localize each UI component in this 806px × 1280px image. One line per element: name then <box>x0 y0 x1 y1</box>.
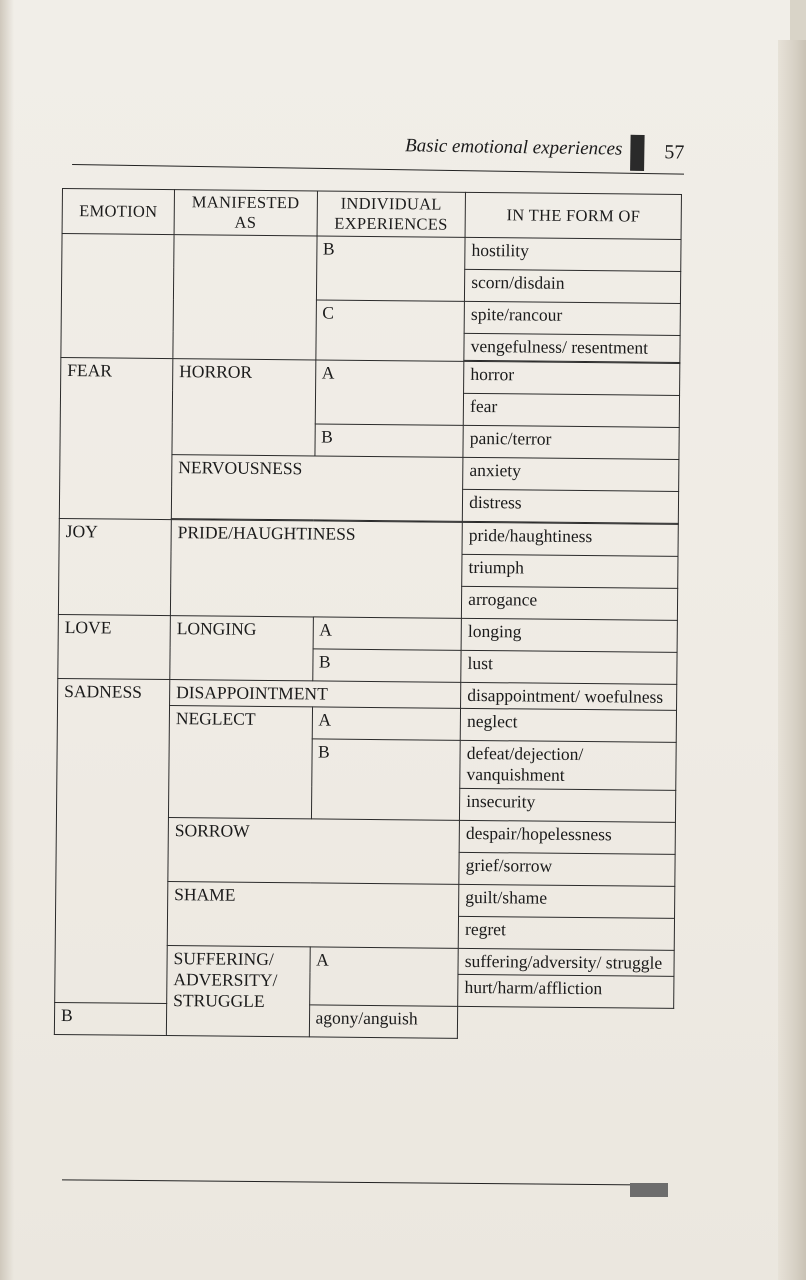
form-cell: pride/haughtiness <box>462 522 678 556</box>
form-cell: guilt/shame <box>459 884 675 918</box>
thumb-index-mark <box>630 135 645 171</box>
emotion-cell: JOY <box>58 518 171 615</box>
manifested-cell: NEGLECT <box>168 705 312 818</box>
form-cell: hurt/harm/affliction <box>458 974 674 1008</box>
form-cell: agony/anguish <box>309 1005 458 1038</box>
experience-cell: A <box>309 947 458 1007</box>
table-row <box>59 518 678 556</box>
experience-cell: B <box>312 649 461 682</box>
form-cell: disappointment/ woefulness <box>461 682 677 710</box>
header-in-the-form-of: IN THE FORM OF <box>465 192 681 239</box>
form-cell: scorn/disdain <box>465 270 681 304</box>
form-cell: hostility <box>465 238 681 272</box>
experience-cell: B <box>54 1002 166 1035</box>
form-cell: vengefulness/ resentment <box>464 334 680 362</box>
experience-cell: A <box>313 617 462 650</box>
table-header-row <box>62 189 681 240</box>
header-individual-experiences: INDIVIDUAL EXPERIENCES <box>317 191 466 238</box>
page-number: 57 <box>664 141 685 164</box>
form-cell: anxiety <box>463 457 679 491</box>
experience-cell: C <box>315 300 464 361</box>
table-row <box>54 1002 673 1040</box>
form-cell: regret <box>458 916 674 950</box>
table-row <box>58 614 677 652</box>
footer-rule <box>62 1179 668 1185</box>
emotion-cell: LOVE <box>58 614 171 679</box>
manifested-cell: HORROR <box>172 358 315 455</box>
form-cell: longing <box>461 618 677 652</box>
form-cell: defeat/dejection/ vanquishment <box>460 740 676 790</box>
form-cell: distress <box>462 489 678 523</box>
header-manifested-as: MANIFESTED AS <box>174 190 317 237</box>
running-head <box>72 118 685 180</box>
form-cell: spite/rancour <box>464 302 680 336</box>
form-cell: lust <box>461 650 677 684</box>
experience-cell: A <box>312 707 461 740</box>
page-stack-edge <box>778 40 806 1280</box>
manifested-cell: SHAME <box>167 881 459 948</box>
experience-cell: B <box>314 424 463 457</box>
manifested-cell: SUFFERING/ ADVERSITY/ STRUGGLE <box>166 945 309 1037</box>
form-cell: grief/sorrow <box>459 852 675 886</box>
manifested-cell: DISAPPOINTMENT <box>170 679 461 708</box>
form-cell: triumph <box>462 554 678 588</box>
chapter-title: Basic emotional experiences <box>404 135 623 160</box>
header-rule <box>72 164 684 175</box>
form-cell: insecurity <box>460 788 676 822</box>
emotion-cell: FEAR <box>59 357 173 519</box>
emotions-table <box>54 188 682 1041</box>
emotions-table-container <box>54 188 682 1041</box>
form-cell: fear <box>463 393 679 427</box>
experience-cell: A <box>315 360 464 425</box>
manifested-cell: PRIDE/HAUGHTINESS <box>170 519 462 618</box>
manifested-cell: SORROW <box>168 817 460 884</box>
manifested-cell: LONGING <box>170 615 313 680</box>
manifested-cell: NERVOUSNESS <box>171 454 463 521</box>
form-cell: horror <box>464 361 680 395</box>
form-cell: despair/hopelessness <box>459 820 675 854</box>
form-cell: arrogance <box>462 586 678 620</box>
header-emotion: EMOTION <box>62 189 174 235</box>
emotion-cell: SADNESS <box>55 678 170 1003</box>
table-row <box>58 678 677 710</box>
form-cell: suffering/adversity/ struggle <box>458 948 674 976</box>
page-gutter-shadow <box>0 0 14 1280</box>
table-row <box>62 234 681 272</box>
footer-thumb-mark <box>630 1183 668 1197</box>
emotion-cell-empty <box>61 234 174 358</box>
table-row <box>61 357 680 395</box>
form-cell: panic/terror <box>463 425 679 459</box>
experience-cell: B <box>311 739 460 820</box>
manifested-cell-empty <box>173 235 317 360</box>
experience-cell: B <box>316 236 465 301</box>
form-cell: neglect <box>460 708 676 742</box>
